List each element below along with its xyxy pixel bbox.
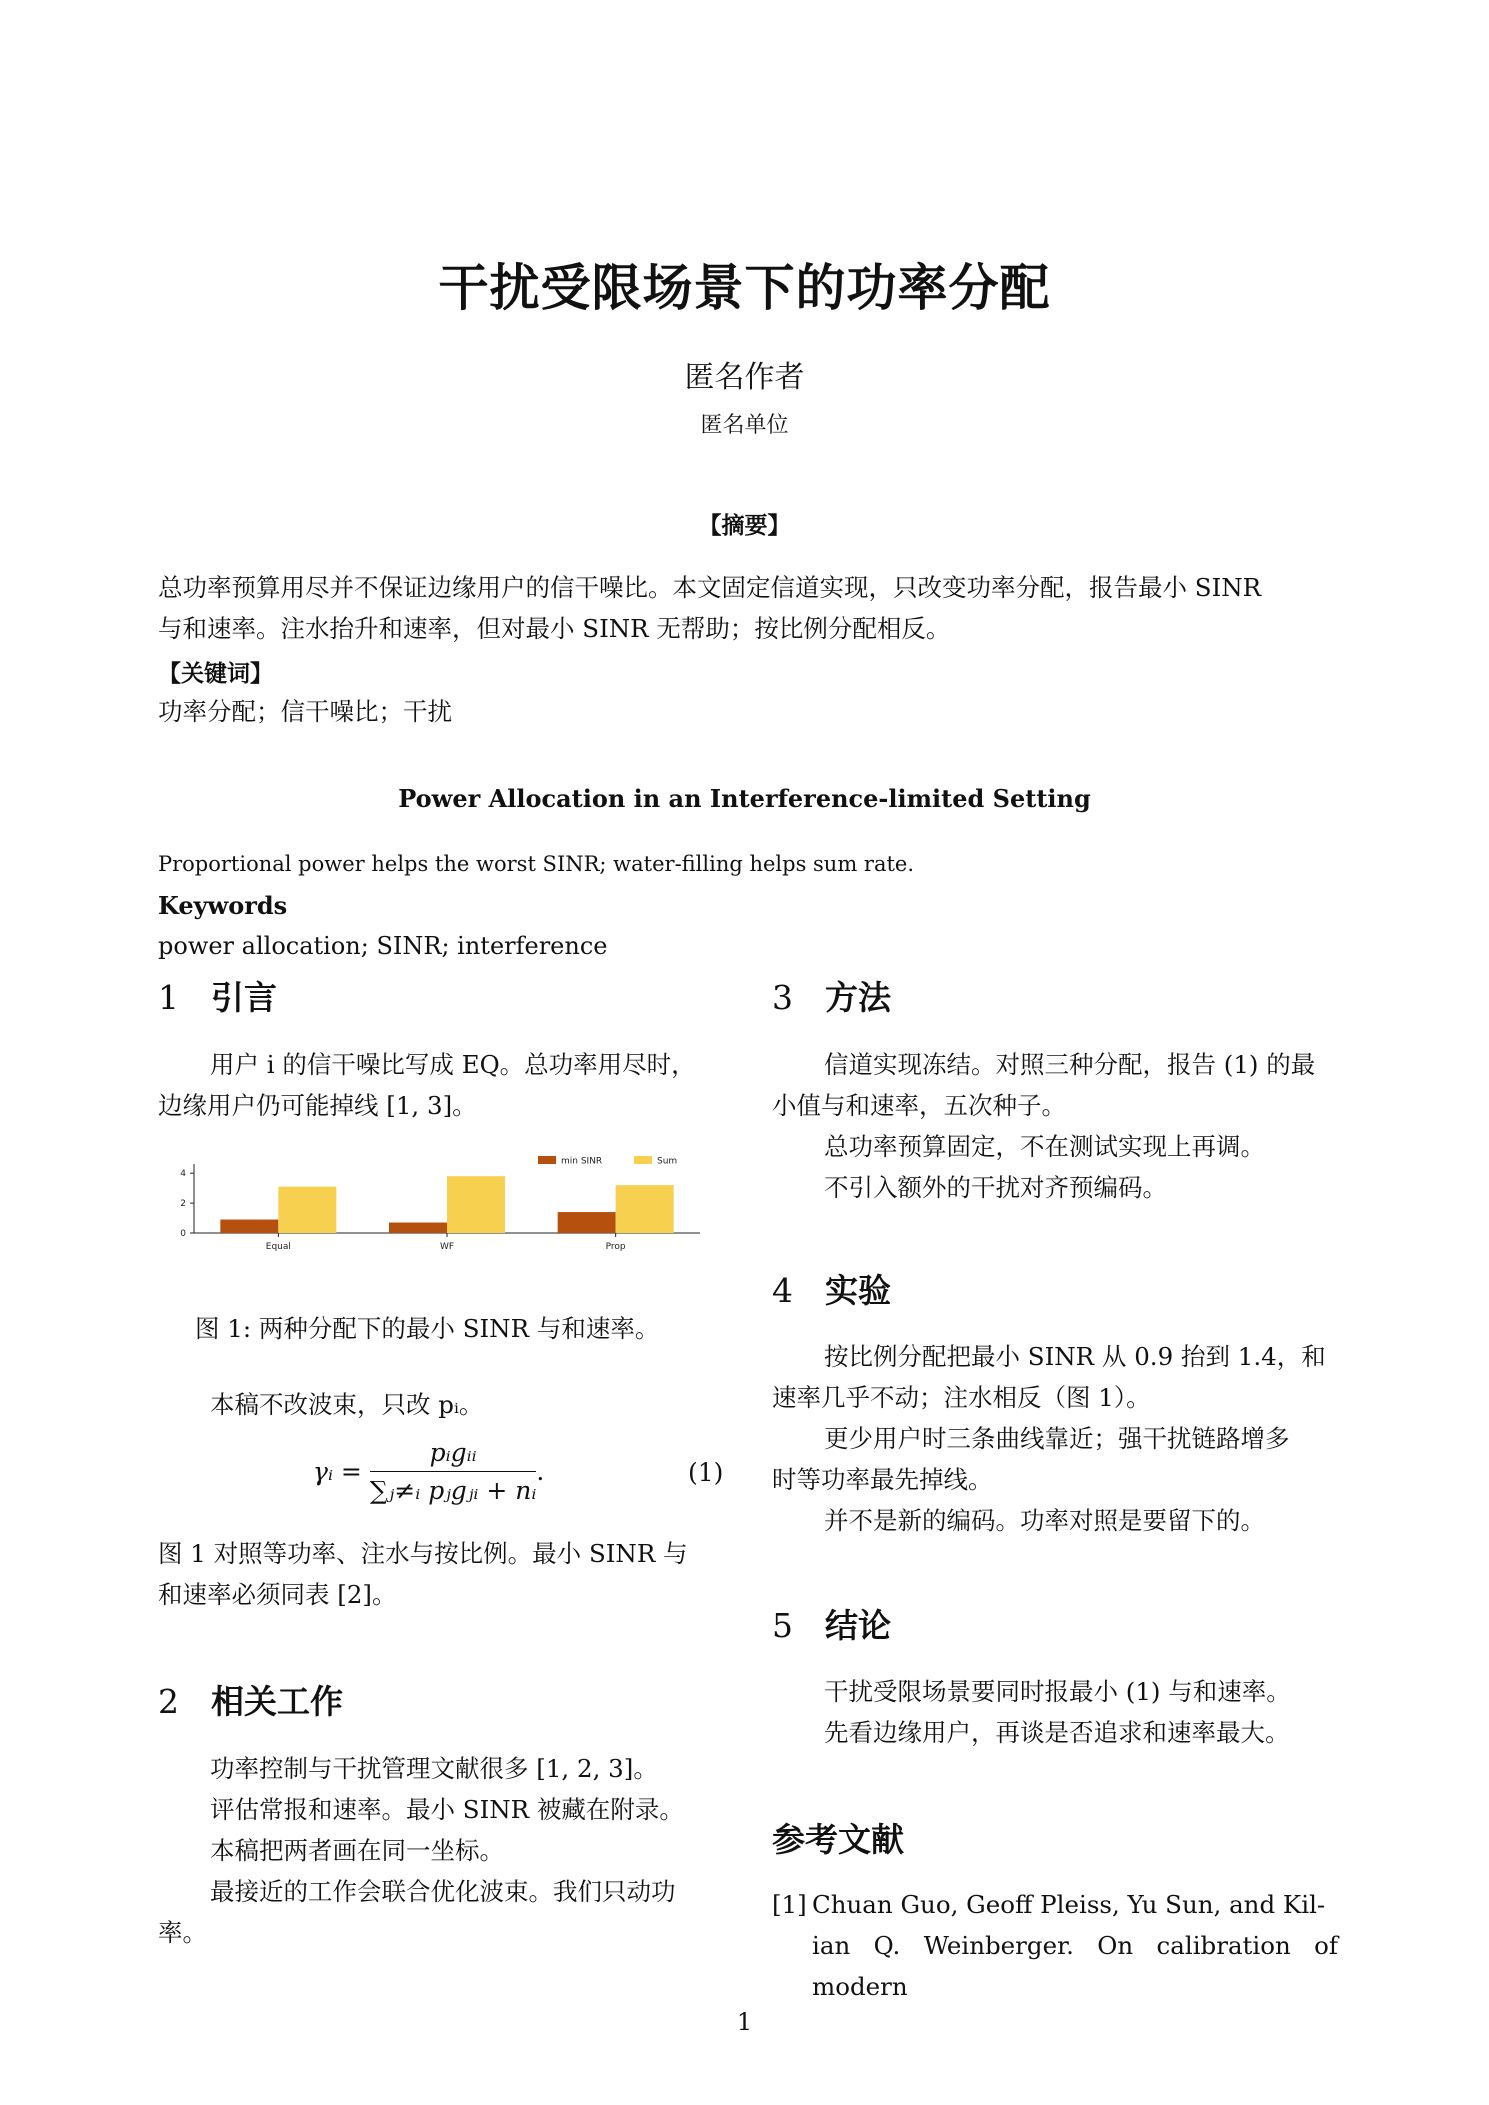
text-line: 边缘用户仍可能掉线 [1, 3]。 [158, 1091, 477, 1120]
text-line: 信道实现冻结。对照三种分配，报告 (1) 的最 [824, 1050, 1316, 1079]
text-line: 并不是新的编码。功率对照是要留下的。 [824, 1506, 1265, 1535]
text-line: 干扰受限场景要同时报最小 (1) 与和速率。 [824, 1677, 1291, 1706]
text-line: 不引入额外的干扰对齐预编码。 [824, 1173, 1167, 1202]
page-number: 1 [736, 2008, 753, 2036]
bar-min-sinr [389, 1223, 447, 1233]
reference-item [772, 1884, 1338, 2007]
text-line: 时等功率最先掉线。 [772, 1465, 993, 1494]
y-tick-label: 0 [180, 1229, 186, 1239]
section-1-paragraph [158, 1044, 724, 1126]
x-tick-label: Prop [605, 1242, 626, 1252]
bar-sum [278, 1187, 336, 1233]
keywords: 功率分配；信干噪比；干扰 [158, 697, 452, 726]
section-title: 引言 [211, 978, 277, 1017]
english-abstract: Proportional power helps the worst SINR; water-filling helps sum rate. [158, 852, 915, 876]
figure-1-chart [160, 1148, 710, 1260]
section-4-heading [772, 1265, 1338, 1312]
section-title: 实验 [825, 1271, 891, 1310]
x-tick-label: Equal [265, 1242, 291, 1252]
y-tick-label: 4 [180, 1169, 186, 1180]
text-line: 速率几乎不动；注水相反（图 1）。 [772, 1383, 1151, 1412]
equation-label: (1) [688, 1458, 724, 1487]
section-number: 2 [158, 1682, 179, 1721]
text-line: 更少用户时三条曲线靠近；强干扰链路增多 [824, 1424, 1290, 1453]
author: 匿名作者 [684, 360, 805, 395]
keywords-heading: 【关键词】 [158, 661, 273, 687]
equation-lhs: γᵢ = [313, 1457, 362, 1486]
equation-denominator: ∑ⱼ≠ᵢ pⱼgⱼᵢ + nᵢ [369, 1476, 537, 1505]
section-number: 4 [772, 1271, 793, 1310]
section-3-body [772, 1044, 1338, 1208]
legend-label: Sum [657, 1156, 678, 1167]
text-line: 功率控制与干扰管理文献很多 [1, 2, 3]。 [210, 1754, 658, 1783]
legend-swatch [538, 1156, 556, 1164]
text-line: 最接近的工作会联合优化波束。我们只动功 [210, 1877, 676, 1906]
text-line: 按比例分配把最小 SINR 从 0.9 抬到 1.4，和 [824, 1342, 1326, 1371]
text-line: 本稿把两者画在同一坐标。 [210, 1836, 504, 1865]
text-line: 小值与和速率，五次种子。 [772, 1091, 1066, 1120]
paper-title: 干扰受限场景下的功率分配 [438, 259, 1051, 317]
abstract-body [158, 567, 1341, 649]
section-5-body [772, 1671, 1338, 1753]
text-line: 评估常报和速率。最小 SINR 被藏在附录。 [210, 1795, 684, 1824]
reference-line: Chuan Guo, Geoff Pleiss, Yu Sun, and Kil- [812, 1890, 1326, 1919]
equation-1 [313, 1438, 723, 1518]
section-2-body [158, 1748, 724, 1953]
bar-sum [447, 1176, 505, 1233]
affiliation: 匿名单位 [700, 413, 789, 438]
text-line: 图 1 对照等功率、注水与按比例。最小 SINR 与 [158, 1539, 688, 1568]
figure-1-caption: 图 1: 两种分配下的最小 SINR 与和速率。 [195, 1314, 660, 1343]
section-1-paragraph-2: 本稿不改波束，只改 pᵢ。 [210, 1390, 484, 1419]
section-2-heading [158, 1676, 724, 1723]
text-line: 总功率预算固定，不在测试实现上再调。 [824, 1132, 1265, 1161]
bar-min-sinr [220, 1220, 278, 1233]
text-line: 用户 i 的信干噪比写成 EQ。总功率用尽时， [210, 1050, 696, 1079]
abstract-line: 与和速率。注水抬升和速率，但对最小 SINR 无帮助；按比例分配相反。 [158, 614, 951, 643]
section-5-heading [772, 1600, 1338, 1647]
section-3-heading [772, 972, 1338, 1019]
english-keywords: power allocation; SINR; interference [158, 932, 608, 960]
references-heading: 参考文献 [772, 1820, 904, 1859]
bar-min-sinr [558, 1212, 616, 1233]
section-4-body [772, 1336, 1338, 1541]
equation-fraction [370, 1438, 537, 1505]
section-number: 1 [158, 978, 179, 1017]
y-tick-label: 2 [180, 1199, 186, 1210]
x-tick-label: WF [439, 1242, 455, 1252]
section-number: 3 [772, 978, 793, 1017]
section-title: 方法 [825, 978, 891, 1017]
section-1-paragraph-3 [158, 1533, 724, 1615]
text-line: 率。 [158, 1918, 207, 1947]
text-line: 和速率必须同表 [2]。 [158, 1580, 397, 1609]
section-number: 5 [772, 1606, 793, 1645]
equation-tail: . [536, 1457, 545, 1486]
legend-swatch [634, 1156, 652, 1164]
section-title: 结论 [825, 1606, 891, 1645]
equation-numerator: pᵢgᵢᵢ [370, 1438, 537, 1472]
legend-label: min SINR [561, 1156, 603, 1167]
english-title: Power Allocation in an Interference-limited Setting [398, 784, 1091, 813]
section-1-heading [158, 972, 724, 1019]
bar-sum [616, 1185, 674, 1233]
reference-text [812, 1884, 1338, 2007]
reference-label: [1] [772, 1890, 807, 1919]
section-title: 相关工作 [211, 1682, 343, 1721]
text-line: 先看边缘用户，再谈是否追求和速率最大。 [824, 1718, 1290, 1747]
reference-line: ian Q. Weinberger. On calibration of modern [812, 1931, 1338, 2001]
english-keywords-heading: Keywords [158, 891, 288, 920]
abstract-heading: 【摘要】 [698, 513, 791, 539]
abstract-line: 总功率预算用尽并不保证边缘用户的信干噪比。本文固定信道实现，只改变功率分配，报告最小 SINR [158, 573, 1262, 602]
